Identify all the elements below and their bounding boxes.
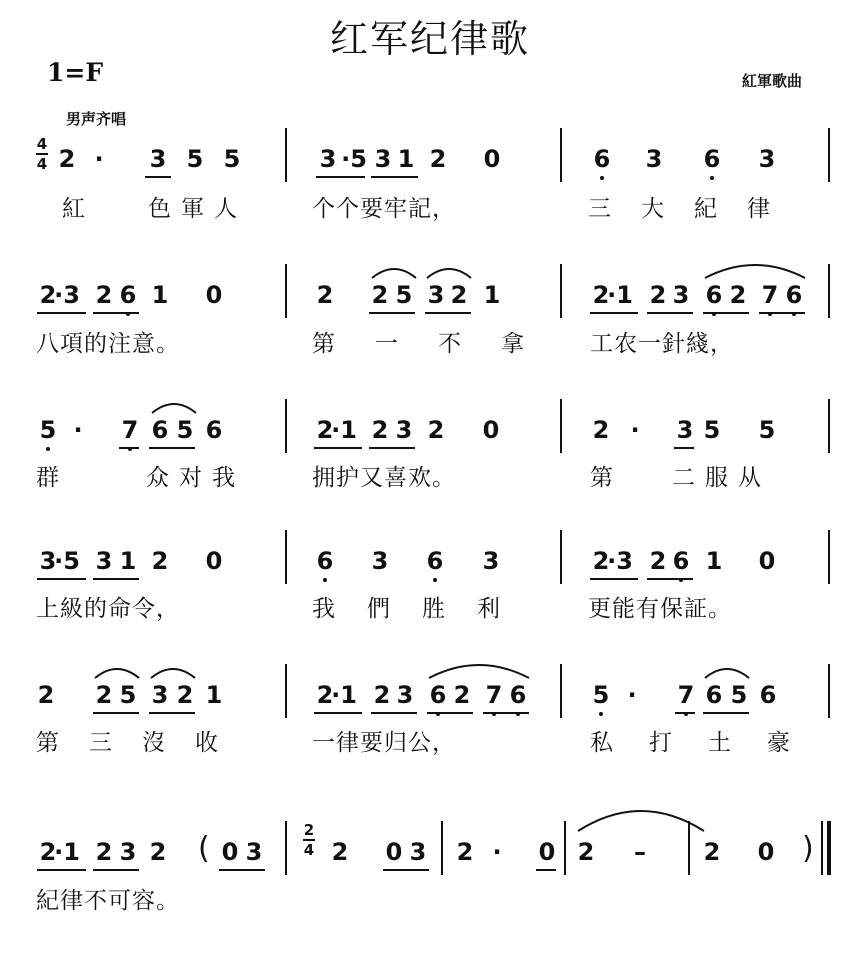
note: 0	[205, 281, 223, 309]
note: 3	[758, 145, 776, 173]
time-signature-change-top: 2	[303, 821, 315, 839]
note: 1	[119, 547, 137, 575]
barline	[560, 128, 562, 182]
barline	[560, 530, 562, 584]
note: 1	[483, 281, 501, 309]
time-signature-top: 4	[36, 135, 48, 153]
barline	[828, 128, 830, 182]
note: 3	[39, 547, 57, 575]
final-barline-thick	[827, 821, 831, 875]
slur	[425, 264, 473, 280]
note: 2	[39, 281, 57, 309]
time-signature	[36, 136, 48, 172]
note: 3	[645, 145, 663, 173]
note: 6	[702, 146, 722, 172]
note: 2	[95, 281, 113, 309]
note: 6	[784, 282, 804, 308]
lyric: 第	[590, 465, 614, 491]
slur	[370, 264, 418, 280]
lyric: 第三沒收	[36, 730, 248, 756]
barline	[285, 264, 287, 318]
note: 2	[429, 145, 447, 173]
note: 1	[205, 681, 223, 709]
note: 6	[508, 682, 528, 708]
lyric: 众对我	[146, 465, 245, 491]
note: 6	[315, 548, 335, 574]
note: 2	[371, 416, 389, 444]
note: 2	[151, 547, 169, 575]
note: 1	[397, 145, 415, 173]
barline	[560, 264, 562, 318]
underline	[37, 578, 86, 580]
underline	[149, 712, 195, 714]
note: 0	[221, 838, 239, 866]
final-barline-thin	[821, 821, 823, 875]
source-credit: 紅軍歌曲	[742, 72, 803, 90]
underline	[759, 312, 805, 314]
lyric: 第一不拿	[312, 331, 564, 357]
repeat-paren-close: )	[802, 831, 814, 866]
underline	[647, 312, 693, 314]
note: 7	[120, 417, 140, 443]
note: 3	[672, 281, 690, 309]
note: 6	[759, 681, 777, 709]
underline	[383, 869, 429, 871]
note: 5	[703, 416, 721, 444]
barline	[560, 399, 562, 453]
underline	[314, 447, 362, 449]
slur	[703, 260, 807, 280]
note: 3	[427, 281, 445, 309]
note: 2	[592, 281, 610, 309]
note: 2	[371, 281, 389, 309]
underline	[369, 312, 415, 314]
tie	[576, 803, 706, 833]
note: 0	[758, 547, 776, 575]
note: ·	[630, 416, 640, 444]
barline	[285, 664, 287, 718]
time-signature-change-bottom: 4	[303, 841, 315, 859]
note: 2	[450, 281, 468, 309]
note: 2	[592, 416, 610, 444]
note: 5	[395, 281, 413, 309]
song-title: 红军纪律歌	[329, 17, 530, 61]
note: ·	[94, 145, 104, 173]
note: ·	[627, 681, 637, 709]
note: 2	[373, 681, 391, 709]
note: ·5	[54, 547, 80, 575]
note: 0	[483, 145, 501, 173]
note: –	[634, 838, 646, 866]
underline	[703, 312, 749, 314]
note: 5	[730, 681, 748, 709]
note: 3	[395, 416, 413, 444]
note: 6	[205, 416, 223, 444]
lyric: 上級的命令，	[36, 596, 180, 622]
performance-note: 男声齐唱	[66, 110, 127, 128]
time-signature-change	[303, 822, 315, 858]
underline	[93, 578, 139, 580]
time-signature-bottom: 4	[36, 155, 48, 173]
note: ·3	[54, 281, 80, 309]
note: 2	[729, 281, 747, 309]
lyric: 紅	[62, 196, 86, 222]
note: 0	[538, 838, 556, 866]
note: ·1	[607, 281, 633, 309]
note: 2	[649, 547, 667, 575]
barline	[285, 530, 287, 584]
underline	[316, 176, 365, 178]
underline	[371, 176, 418, 178]
underline	[427, 712, 473, 714]
barline	[828, 264, 830, 318]
underline	[590, 578, 638, 580]
underline	[369, 447, 415, 449]
slur	[150, 399, 198, 415]
note: 7	[676, 682, 696, 708]
barline	[285, 399, 287, 453]
lyric: 我們胜利	[312, 596, 532, 622]
note: 1	[151, 281, 169, 309]
key-signature: 1=F	[47, 58, 104, 87]
note: 5	[223, 145, 241, 173]
note: 2	[316, 416, 334, 444]
lyric: 色軍人	[148, 196, 247, 222]
note: 0	[205, 547, 223, 575]
underline	[119, 447, 139, 449]
barline	[285, 821, 287, 875]
underline	[93, 712, 139, 714]
note: 2	[649, 281, 667, 309]
barline	[560, 664, 562, 718]
note: 6	[428, 682, 448, 708]
slur	[427, 660, 531, 680]
note: 2	[316, 681, 334, 709]
note: 5	[591, 682, 611, 708]
repeat-paren-open: (	[198, 831, 210, 866]
note: 0	[482, 416, 500, 444]
note: 3	[409, 838, 427, 866]
lyric: 一律要归公，	[312, 730, 456, 756]
barline	[285, 128, 287, 182]
note: 3	[396, 681, 414, 709]
note: 6	[151, 416, 169, 444]
note: 2	[427, 416, 445, 444]
note: 3	[149, 145, 167, 173]
lyric: 三大紀律	[588, 196, 800, 222]
underline	[425, 312, 471, 314]
note: 5	[119, 681, 137, 709]
underline	[647, 578, 693, 580]
note: 6	[425, 548, 445, 574]
barline	[828, 664, 830, 718]
note: 2	[58, 145, 76, 173]
lyric: 紀律不可容。	[36, 888, 180, 914]
underline	[93, 869, 139, 871]
note: 6	[704, 282, 724, 308]
underline	[536, 869, 556, 871]
barline	[688, 821, 690, 875]
note: 5	[176, 416, 194, 444]
note: 2	[453, 681, 471, 709]
note: 3	[374, 145, 392, 173]
underline	[149, 447, 195, 449]
underline	[703, 712, 749, 714]
note: 5	[186, 145, 204, 173]
underline	[219, 869, 265, 871]
note: 3	[676, 416, 694, 444]
note: ·	[492, 838, 502, 866]
note: 6	[592, 146, 612, 172]
underline	[483, 712, 529, 714]
note: ·1	[331, 416, 357, 444]
underline	[37, 312, 86, 314]
note: 7	[760, 282, 780, 308]
note: 2	[149, 838, 167, 866]
barline	[564, 821, 566, 875]
underline	[93, 312, 139, 314]
lyric: 八項的注意。	[36, 331, 180, 357]
note: 2	[39, 838, 57, 866]
note: 2	[95, 838, 113, 866]
note: ·5	[341, 145, 367, 173]
lyric: 工农一針綫，	[590, 331, 734, 357]
note: 2	[37, 681, 55, 709]
note: 5	[758, 416, 776, 444]
barline	[828, 530, 830, 584]
slur	[703, 664, 751, 680]
lyric: 拥护又喜欢。	[312, 465, 456, 491]
underline	[674, 447, 694, 449]
note: 6	[671, 548, 691, 574]
note: 3	[245, 838, 263, 866]
note: 6	[705, 681, 723, 709]
note: 2	[95, 681, 113, 709]
underline	[314, 712, 362, 714]
note: 2	[331, 838, 349, 866]
underline	[675, 712, 695, 714]
note: 5	[38, 417, 58, 443]
note: 3	[371, 547, 389, 575]
lyric: 更能有保証。	[588, 596, 732, 622]
note: 2	[316, 281, 334, 309]
note: 3	[151, 681, 169, 709]
barline	[828, 399, 830, 453]
note: ·3	[607, 547, 633, 575]
note: 2	[592, 547, 610, 575]
note: 2	[703, 838, 721, 866]
note: 7	[484, 682, 504, 708]
underline	[145, 176, 171, 178]
lyric: 二服从	[672, 465, 771, 491]
note: 2	[577, 838, 595, 866]
barline	[441, 821, 443, 875]
note: 2	[456, 838, 474, 866]
note: ·1	[54, 838, 80, 866]
lyric: 群	[36, 465, 60, 491]
underline	[371, 712, 417, 714]
note: 6	[118, 282, 138, 308]
note: 0	[385, 838, 403, 866]
note: ·1	[331, 681, 357, 709]
note: 1	[705, 547, 723, 575]
lyric: 个个要牢記，	[312, 196, 456, 222]
slur	[149, 664, 197, 680]
underline	[37, 869, 86, 871]
slur	[93, 664, 141, 680]
note: 3	[482, 547, 500, 575]
note: ·	[73, 416, 83, 444]
note: 0	[757, 838, 775, 866]
note: 3	[319, 145, 337, 173]
underline	[590, 312, 638, 314]
note: 3	[119, 838, 137, 866]
lyric: 私打土豪	[590, 730, 826, 756]
note: 2	[176, 681, 194, 709]
note: 3	[95, 547, 113, 575]
